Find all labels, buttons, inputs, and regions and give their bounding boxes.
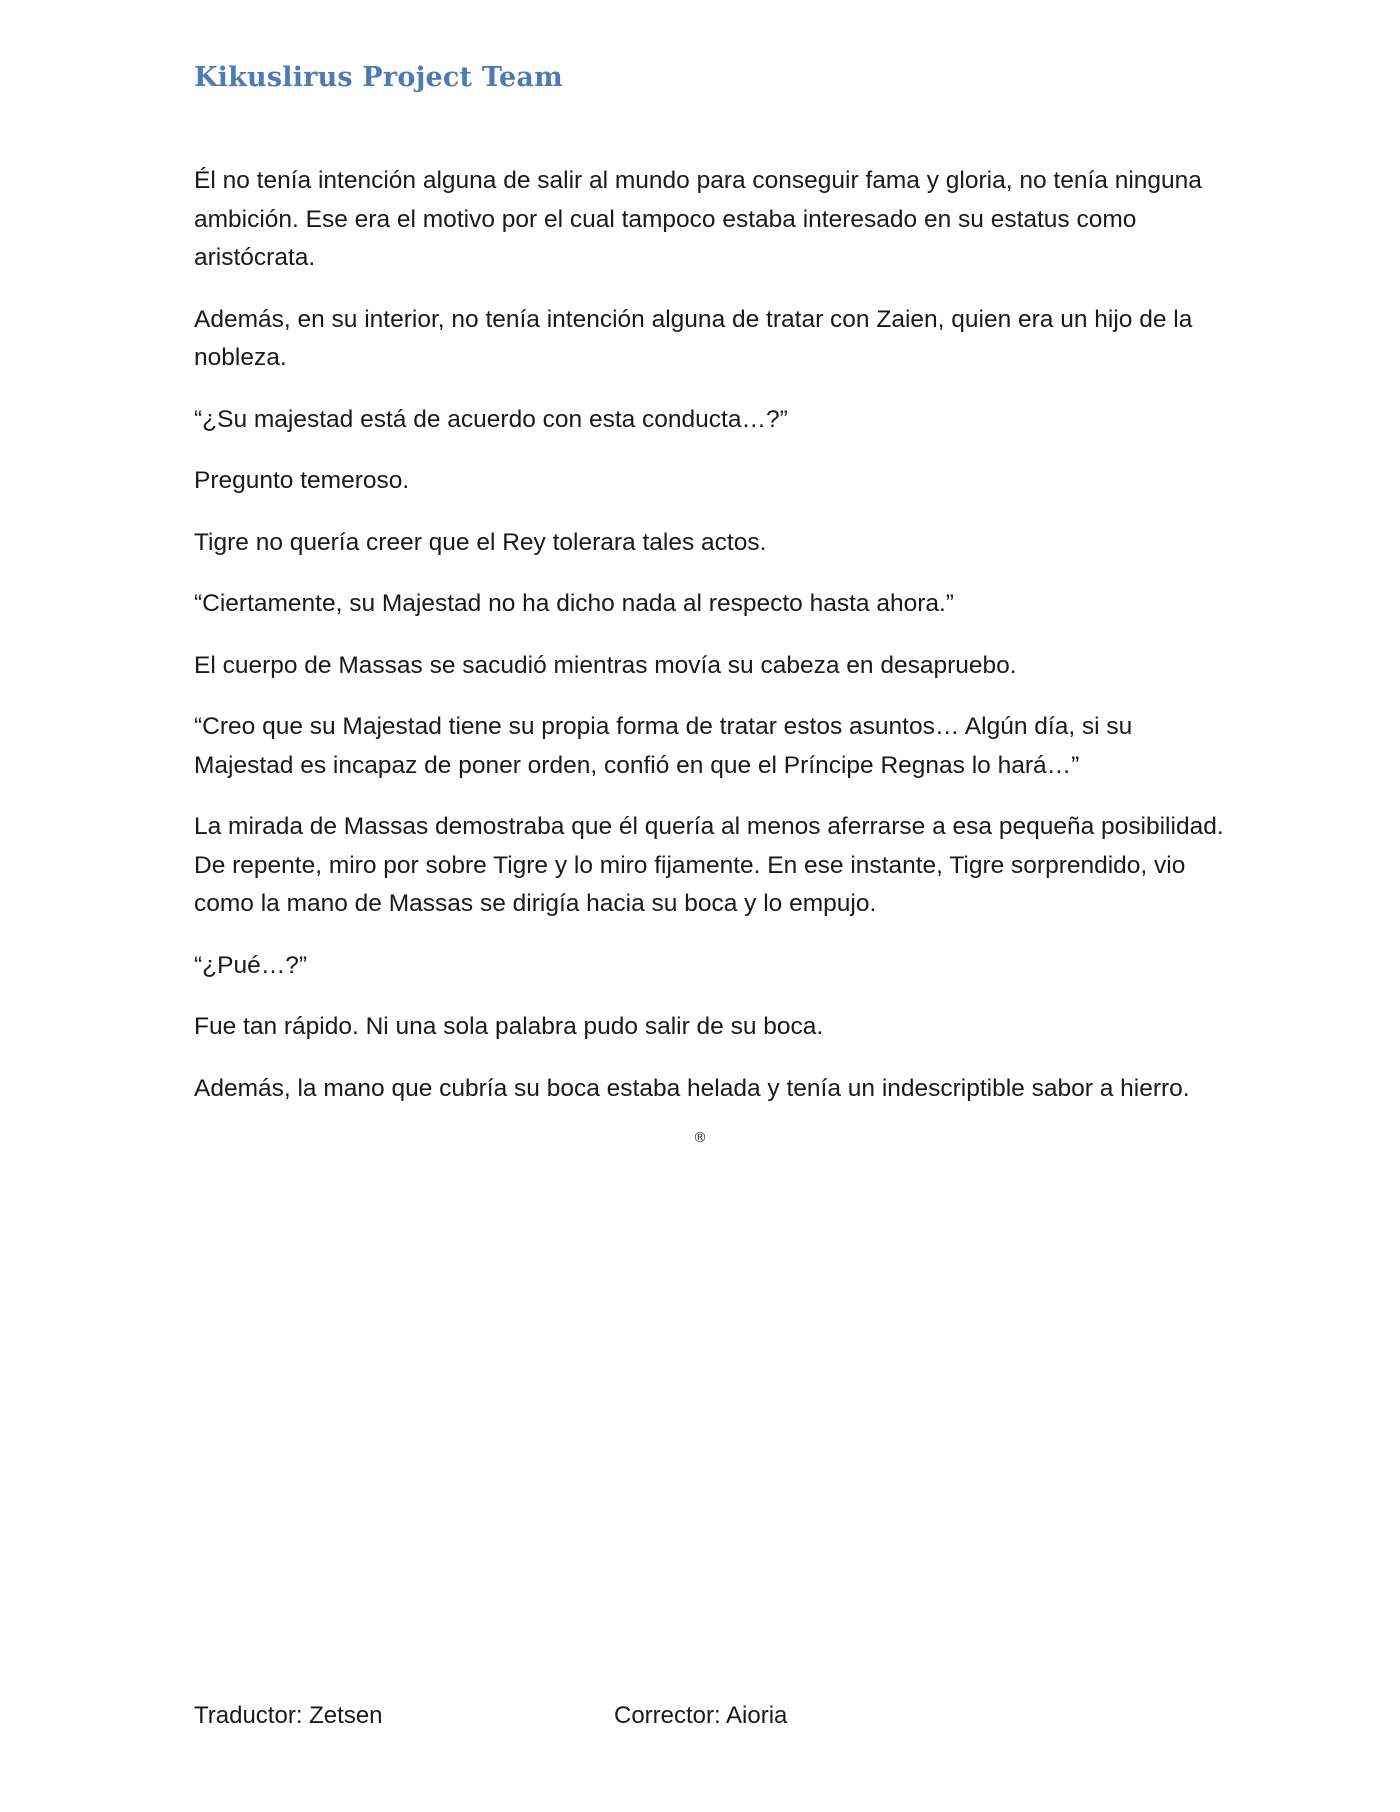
paragraph: “Creo que su Majestad tiene su propia forma de tratar estos asuntos… Algún día, si su Majestad es incapaz de poner orden, confió en que el Príncipe Regnas lo hará…” xyxy=(194,713,1133,779)
paragraph: “Ciertamente, su Majestad no ha dicho nada al respecto hasta ahora.” xyxy=(194,590,954,617)
paragraph: “¿Pué…?” xyxy=(194,951,308,979)
paragraph: Además, la mano que cubría su boca estaba helada y tenía un indescriptible sabor a hierro. xyxy=(194,1074,1190,1102)
paragraph: El cuerpo de Massas se sacudió mientras movía su cabeza en desapruebo. xyxy=(194,651,1017,679)
paragraph: Además, en su interior, no tenía intención alguna de tratar con Zaien, quien era un hijo de la nobleza. xyxy=(194,305,1193,371)
footer-translator: Traductor: Zetsen xyxy=(194,1702,383,1729)
paragraph: La mirada de Massas demostraba que él quería al menos aferrarse a esa pequeña posibilidad. De repente, miro por sobre Tigre y lo miro fijamente. En ese instante, Tigre sorprendido, vio como la mano de Massas se dirigía hacia su boca y lo empujo. xyxy=(194,813,1224,917)
paragraph: Fue tan rápido. Ni una sola palabra pudo salir de su boca. xyxy=(194,1013,824,1040)
page-title: Kikuslirus Project Team xyxy=(194,62,563,93)
paragraph: Pregunto temeroso. xyxy=(194,467,410,494)
footer-corrector: Corrector: Aioria xyxy=(614,1702,788,1729)
paragraph: Él no tenía intención alguna de salir al mundo para conseguir fama y gloria, no tenía ninguna ambición. Ese era el motivo por el cual tampoco estaba interesado en su estatus como aristócrata. xyxy=(194,167,1202,271)
registered-mark: ® xyxy=(693,1130,707,1146)
paragraph: “¿Su majestad está de acuerdo con esta conducta…?” xyxy=(194,405,788,433)
document-body xyxy=(194,162,1224,1131)
paragraph: Tigre no quería creer que el Rey tolerara tales actos. xyxy=(194,528,767,556)
